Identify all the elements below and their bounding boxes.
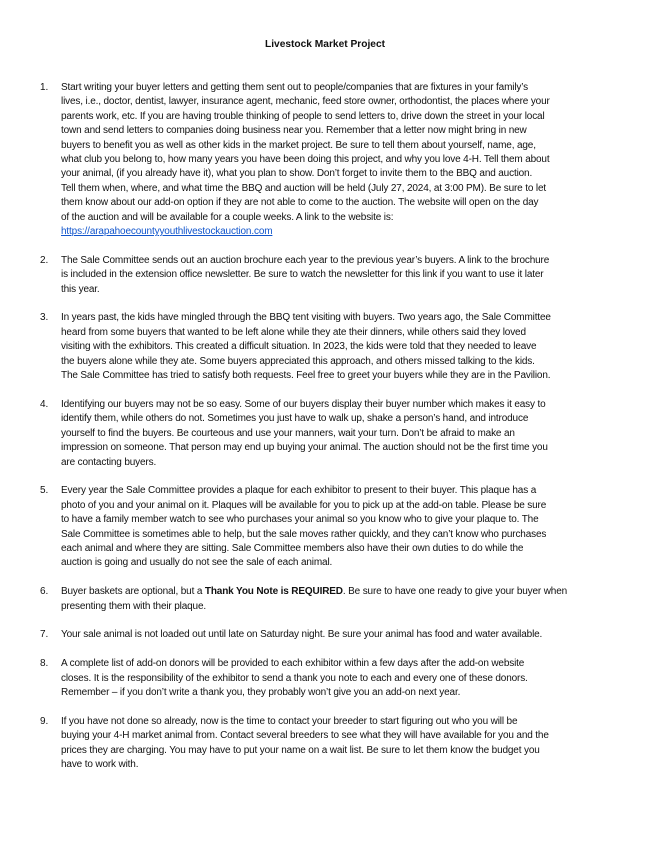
line-text: . Be sure to have one ready to give your buyer when [342, 586, 568, 598]
paragraph-line: closes. It is the responsibility of the exhibitor to send a thank you note to each and every one of these donors. [61, 672, 528, 684]
paragraph-line: In years past, the kids have mingled through the BBQ tent visiting with buyers. Two years ago, the Sale Committee [61, 312, 551, 324]
paragraph-line: each animal and where they are sitting. Sale Committee members also have their own duties to do while the [61, 542, 524, 554]
paragraph-line: have to work with. [61, 758, 139, 770]
list-item-number: 5. [40, 485, 49, 497]
paragraph-line: of the auction and will be available for a couple weeks. A link to the website is: [61, 211, 394, 223]
list-item [40, 628, 620, 642]
list-item-number: 8. [40, 658, 49, 670]
emphasis-text: Thank You Note is REQUIRED [204, 586, 343, 598]
list-item [40, 311, 620, 383]
paragraph-line: the buyers alone while they ate. Some buyers appreciated this approach, and others missed talking to the kids. [61, 355, 535, 367]
list-item [40, 484, 620, 570]
paragraph-line: auction is going and usually do not see the sale of each animal. [61, 557, 333, 569]
list-item [40, 81, 620, 239]
paragraph-line: Sale Committee is sometimes able to help, but the sale moves rather quickly, and they can’t know who purchases [61, 528, 547, 540]
paragraph-line: buyers to benefit you as well as other kids in the market project. Be sure to tell them about yourself, name, age, [61, 139, 536, 151]
paragraph-line: heard from some buyers that wanted to be left alone while they ate their dinners, while others said they loved [61, 326, 526, 338]
paragraph-line: town and send letters to companies doing business near you. Remember that a letter now might bring in new [61, 125, 527, 137]
paragraph-line: The Sale Committee has tried to satisfy both requests. Feel free to greet your buyers while they are in the Pavilion. [61, 370, 551, 382]
paragraph-line [61, 585, 620, 599]
paragraph-line: visiting with the exhibitors. This created a difficult situation. In 2023, the kids were told that they needed to leave [61, 341, 537, 353]
list-item-number: 9. [40, 715, 49, 727]
paragraph-line: Identifying our buyers may not be so easy. Some of our buyers display their buyer number which makes it easy to [61, 398, 546, 410]
paragraph-line: parents work, etc. If you are having trouble thinking of people to send letters to, drive down the street in your local [61, 110, 545, 122]
paragraph-line: prices they are charging. You may have to put your name on a wait list. Be sure to let them know the budget you [61, 744, 540, 756]
list-item-number: 3. [40, 312, 49, 324]
paragraph-line: this year. [61, 283, 100, 295]
paragraph-line: Start writing your buyer letters and getting them sent out to people/companies that are fixtures in your family’s [61, 82, 529, 93]
paragraph-line: The Sale Committee sends out an auction brochure each year to the previous year’s buyers. A link to the brochure [61, 254, 550, 266]
paragraph-line: impression on someone. That person may end up buying your animal. The auction should not be the first time you [61, 442, 548, 454]
list-item [40, 585, 620, 614]
list-item-number: 7. [40, 629, 49, 641]
list-item [40, 715, 620, 773]
paragraph-line: Every year the Sale Committee provides a plaque for each exhibitor to present to their buyer. This plaque has a [61, 485, 537, 497]
paragraph-line: what club you belong to, how many years you have been doing this project, and why you love 4-H. Tell them about [61, 154, 550, 166]
paragraph-line: photo of you and your animal on it. Plaques will be available for you to pick up at the add-on table. Please be sure [61, 499, 547, 511]
paragraph-line: yourself to find the buyers. Be courteous and use your manners, wait your turn. Don’t be afraid to make an [61, 427, 515, 439]
list-item-number: 6. [40, 586, 49, 598]
list-item-number: 1. [40, 82, 49, 93]
paragraph-line: A complete list of add-on donors will be provided to each exhibitor within a few days after the add-on website [61, 658, 525, 670]
paragraph-line: identify them, while others do not. Sometimes you just have to walk up, shake a person’s hand, and introduce [61, 413, 529, 425]
line-text: Buyer baskets are optional, but a [61, 586, 205, 598]
paragraph-line: buying your 4-H market animal from. Contact several breeders to see what they will have available for you and the [61, 730, 549, 742]
paragraph-line: to have a family member watch to see who purchases your animal so you know who to give your plaque to. The [61, 514, 539, 526]
paragraph-line: lives, i.e., doctor, dentist, lawyer, insurance agent, mechanic, feed store owner, orthodontist, the places where your [61, 96, 550, 108]
list-item [40, 657, 620, 700]
paragraph-line: is included in the extension office newsletter. Be sure to watch the newsletter for this link if you want to use it later [61, 269, 544, 281]
paragraph-line: Your sale animal is not loaded out until late on Saturday night. Be sure your animal has food and water available. [61, 629, 543, 641]
paragraph-line: your animal, (if you already have it), what you plan to show. Don’t forget to invite them to the BBQ and auction. [61, 168, 533, 180]
paragraph-line: are contacting buyers. [61, 456, 157, 468]
paragraph-line: them know about our add-on option if they are not able to come to the auction. The website will open on the day [61, 197, 539, 209]
list-item [40, 398, 620, 470]
website-link[interactable]: https://arapahoecountyyouthlivestockauction.com [61, 226, 273, 238]
list-item-number: 2. [40, 254, 49, 266]
list-item-number: 4. [40, 398, 49, 410]
paragraph-line: Remember – if you don’t write a thank you, they probably won’t give you an add-on next year. [61, 686, 461, 698]
paragraph-line: If you have not done so already, now is the time to contact your breeder to start figuring out who you will be [61, 715, 518, 727]
paragraph-line: Tell them when, where, and what time the BBQ and auction will be held (July 27, 2024, at 3:00 PM). Be sure to let [61, 182, 546, 194]
list-item [40, 254, 620, 297]
document-title: Livestock Market Project [264, 39, 386, 50]
paragraph-line: presenting them with their plaque. [61, 600, 206, 612]
numbered-list [40, 81, 620, 787]
